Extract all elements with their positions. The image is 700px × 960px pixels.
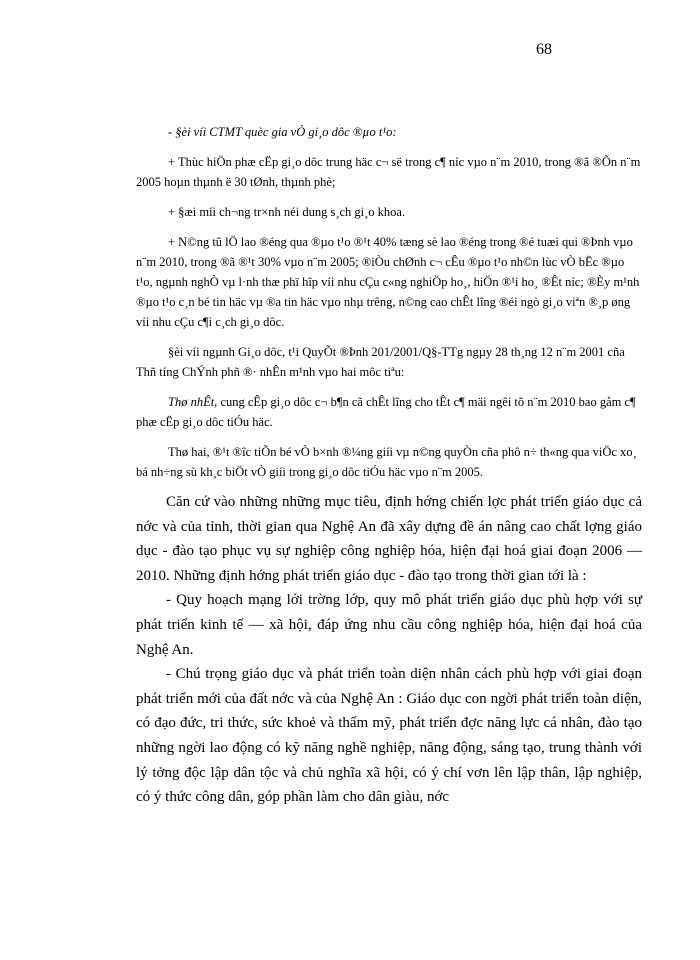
second-goal-paragraph: Thø hai, ®¹t ®îc tiÕn bé vÒ b×nh ®¼ng giíi vµ n©ng quyÒn cña phô n÷ th«ng qua viÖc xo¸ bá nh÷ng sù kh¸c biÖt vÒ giíi trong gi¸o dôc tiÓu häc vµo n¨m 2005. [136,445,637,479]
main-paragraph-intro: Căn cứ vào những những mục tiêu, định hớng chiến lợc phát triển giáo dục cả nớc và của tỉnh, thời gian qua Nghệ An đã xây dựng đề án nâng cao chất lợng giáo dục - đào tạo phục vụ sự nghiệp công nghiệp hóa, hiện đại hoá giai đoạn 2006 — 2010. Những định hớng phát triển giáo dục - đào tạo trong thời gian tới là : [136,494,642,584]
legacy-font-section [136,122,642,492]
goal-item-primary-education: + Thùc hiÖn phæ cËp gi¸o dôc trung häc c¬ së trong c¶ níc vµo n¨m 2010, trong ®ã ®Õn n¨m 2005 hoµn thµnh ë 30 tØnh, thµnh phè; [136,155,641,189]
goal-item-textbooks: + §æi míi ch¬ng tr×nh néi dung s¸ch gi¸o khoa. [168,205,406,219]
section-heading: - §èi víi CTMT quèc gia vÒ gi¸o dôc ®µo t¹o: [168,125,397,139]
first-goal-lead: Thø nhÊt, [168,395,218,409]
page-number: 68 [536,41,552,58]
main-paragraph-school-network: - Quy hoạch mạng lới trờng lớp, quy mô phát triển giáo dục phù hợp với sự phát triển kinh tế — xã hội, đáp ứng nhu cầu công nghiệp hóa, hiện đại hoá của Nghệ An. [136,592,642,658]
first-goal-paragraph [136,392,642,432]
decision-paragraph: §èi víi ngµnh Gi¸o dôc, t¹i QuyÕt ®Þnh 201/2001/Q§-TTg ngµy 28 th¸ng 12 n¨m 2001 cña Thñ tíng ChÝnh phñ ®· nhÊn m¹nh vµo hai môc tiªu: [136,345,625,379]
goal-item-trained-labor: + N©ng tû lÖ lao ®éng qua ®µo t¹o ®¹t 40% tæng sè lao ®éng trong ®é tuæi qui ®Þnh vµo n¨m 2010, trong ®ã ®¹t 30% vµo n¨m 2005; ®iÒu chØnh c¬ cÊu ®µo t¹o nh©n lùc vÒ bËc ®µo t¹o, ngµnh nghÒ vµ l·nh thæ phï hîp víi nhu cÇu c«ng nghiÖp ho¸, hiÖn ®¹i ho¸ ®Êt níc; ®Èy m¹nh ®µo t¹o c¸n bé tin häc vµ ®a tin häc vµo nhµ trêng, n©ng cao chÊt lîng ®éi ngò gi¸o viªn ®¸p øng víi nhu cÇu c¶i c¸ch gi¸o dôc. [136,235,640,329]
main-section [136,490,642,810]
main-paragraph-holistic-education: - Chú trọng giáo dục và phát triển toàn diện nhân cách phù hợp với giai đoạn phát triển mới của đất nớc và của Nghệ An : Giáo dục con ngời phát triển toàn diện, có đạo đức, tri thức, sức khoẻ và thẩm mỹ, phát triển đợc năng lực cá nhân, đào tạo những ngời lao động có kỹ năng nghề nghiệp, năng động, sáng tạo, trung thành với lý tởng độc lập dân tộc và chủ nghĩa xã hội, có ý chí vơn lên lập thân, lập nghiệp, có ý thức công dân, góp phần làm cho dân giàu, nớc [136,666,642,806]
first-goal-text: cung cÊp gi¸o dôc c¬ b¶n cã chÊt lîng cho tÊt c¶ mäi ngêi tõ n¨m 2010 bao gåm c¶ phæ cËp gi¸o dôc tiÓu häc. [136,395,636,429]
